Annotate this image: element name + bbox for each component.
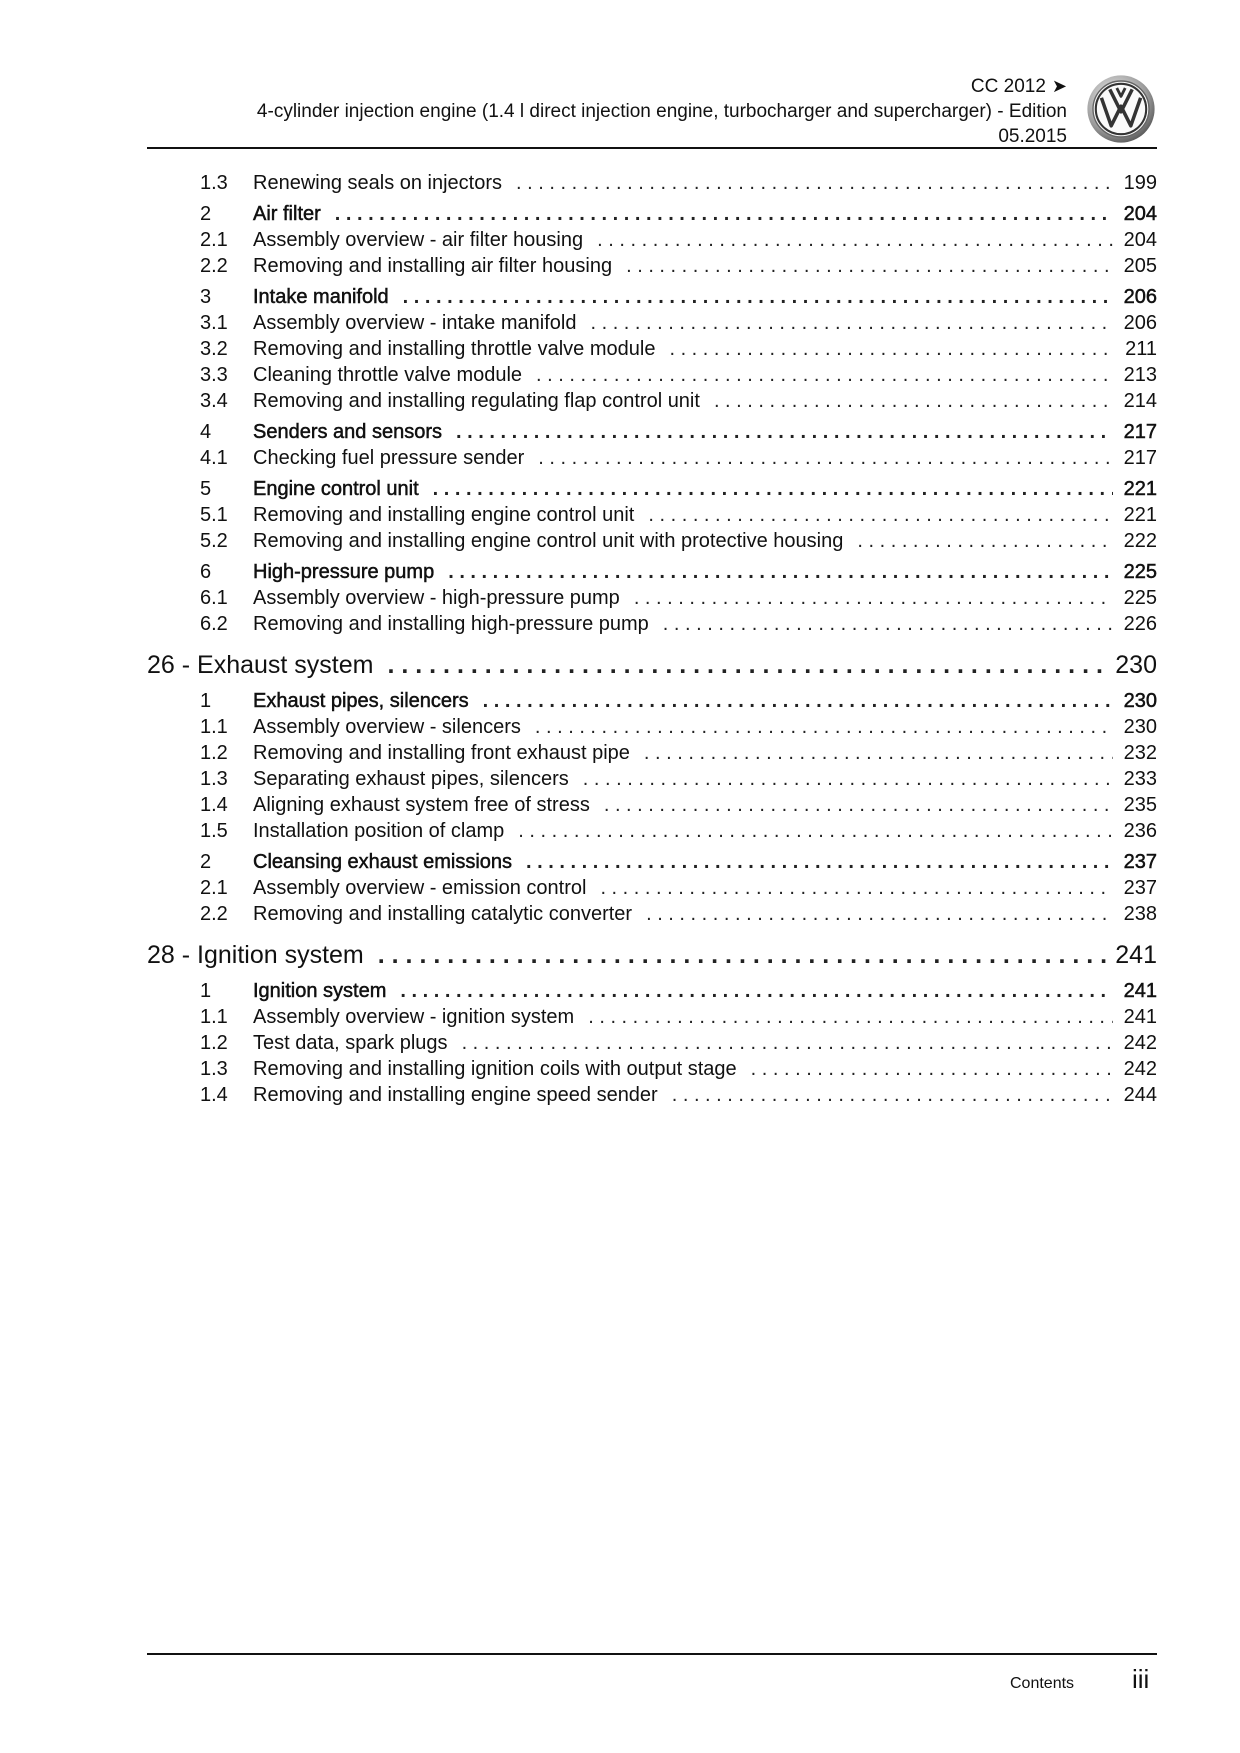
toc-entry-title: Assembly overview - air filter housing [253,229,584,251]
toc-row[interactable] [147,447,1157,473]
toc-row[interactable] [147,338,1157,364]
toc-dot-leader [400,980,1113,1003]
table-of-contents [147,172,1157,1110]
toc-row[interactable] [147,1032,1157,1058]
toc-entry-page: 214 [1123,390,1157,412]
toc-entry-page: 225 [1123,561,1157,583]
toc-dot-leader [626,255,1113,278]
toc-entry-title: Test data, spark plugs [253,1032,448,1054]
toc-entry-page: 217 [1123,447,1157,469]
toc-entry-number: 2 [200,203,212,225]
toc-entry-number: 1.3 [200,768,228,790]
toc-row[interactable] [147,794,1157,820]
toc-entry-title: Exhaust pipes, silencers [253,690,469,712]
toc-entry-page: 213 [1123,364,1157,386]
toc-entry-page: 242 [1123,1032,1157,1054]
footer-label: Contents [1010,1675,1075,1692]
toc-entry-number: 5.1 [200,504,228,526]
toc-entry-page: 232 [1123,742,1157,764]
toc-entry-page: 230 [1123,690,1157,712]
toc-dot-leader [714,390,1113,413]
toc-dot-leader [634,587,1113,610]
toc-row[interactable] [147,172,1157,198]
toc-dot-leader [538,447,1113,470]
header-model [147,74,1067,99]
arrow-right-icon: ➤ [1051,76,1067,96]
toc-row[interactable] [147,364,1157,390]
toc-dot-leader [597,229,1113,252]
toc-dot-leader [590,312,1113,335]
toc-dot-leader [644,742,1113,765]
toc-entry-title: Removing and installing catalytic converter [253,903,633,925]
toc-entry-page: 206 [1123,286,1157,308]
toc-entry-number: 6 [200,561,212,583]
toc-row[interactable] [147,768,1157,794]
toc-dot-leader [516,172,1113,195]
toc-entry-page: 237 [1123,851,1157,873]
toc-entry-title: Removing and installing engine control unit with protective housing [253,530,844,552]
toc-entry-title: Assembly overview - high-pressure pump [253,587,620,609]
toc-entry-number: 2.2 [200,255,228,277]
toc-dot-leader [433,478,1113,501]
toc-entry-page: 238 [1123,903,1157,925]
toc-row[interactable] [147,203,1157,229]
toc-dot-leader [335,203,1113,226]
vw-logo-icon [1086,74,1156,144]
toc-entry-number: 5 [200,478,212,500]
toc-entry-number: 2.1 [200,877,228,899]
page-header [147,74,1067,149]
toc-row[interactable] [147,1058,1157,1084]
toc-entry-title: Assembly overview - emission control [253,877,587,899]
toc-entry-page: 236 [1123,820,1157,842]
toc-entry-title: 28 - Ignition system [147,941,364,969]
toc-entry-number: 1.1 [200,716,228,738]
toc-entry-number: 1.5 [200,820,228,842]
header-model-text: CC 2012 [970,76,1046,97]
toc-entry-page: 204 [1123,203,1157,225]
toc-entry-page: 230 [1115,651,1157,679]
toc-entry-title: Removing and installing high-pressure pump [253,613,649,635]
toc-entry-page: 230 [1123,716,1157,738]
toc-entry-number: 1.3 [200,172,228,194]
toc-dot-leader [378,941,1112,970]
toc-entry-number: 3.1 [200,312,228,334]
toc-dot-leader [669,338,1113,361]
toc-entry-number: 3.3 [200,364,228,386]
footer-page-number: iii [1132,1664,1150,1694]
toc-entry-page: 205 [1123,255,1157,277]
toc-entry-page: 233 [1123,768,1157,790]
toc-dot-leader [448,561,1113,584]
toc-entry-title: Renewing seals on injectors [253,172,503,194]
toc-dot-leader [387,651,1111,680]
toc-row[interactable] [147,504,1157,530]
toc-dot-leader [672,1084,1113,1107]
toc-entry-title: Removing and installing engine speed sender [253,1084,658,1106]
toc-entry-page: 241 [1123,980,1157,1002]
toc-dot-leader [518,820,1113,843]
toc-entry-number: 1.1 [200,1006,228,1028]
toc-row[interactable] [147,716,1157,742]
toc-row[interactable] [147,390,1157,416]
toc-row[interactable] [147,286,1157,312]
toc-entry-title: Assembly overview - silencers [253,716,521,738]
toc-entry-title: High-pressure pump [253,561,435,583]
toc-dot-leader [648,504,1113,527]
footer-divider [147,1653,1157,1655]
toc-entry-number: 5.2 [200,530,228,552]
toc-dot-leader [403,286,1113,309]
toc-row[interactable] [147,820,1157,846]
toc-entry-title: Aligning exhaust system free of stress [253,794,590,816]
toc-dot-leader [456,421,1113,444]
toc-entry-page: 241 [1115,941,1157,969]
toc-entry-page: 217 [1123,421,1157,443]
toc-entry-page: 226 [1123,613,1157,635]
toc-entry-title: Engine control unit [253,478,419,500]
toc-entry-title: Assembly overview - ignition system [253,1006,575,1028]
toc-entry-page: 206 [1123,312,1157,334]
toc-row[interactable] [147,690,1157,716]
toc-dot-leader [583,768,1113,791]
toc-entry-number: 1.2 [200,1032,228,1054]
toc-dot-leader [526,851,1113,874]
toc-row[interactable] [147,851,1157,877]
toc-row[interactable] [147,1006,1157,1032]
toc-entry-page: 199 [1123,172,1157,194]
toc-entry-page: 244 [1123,1084,1157,1106]
toc-row[interactable] [147,478,1157,504]
toc-entry-page: 237 [1123,877,1157,899]
toc-dot-leader [462,1032,1113,1055]
toc-entry-page: 225 [1123,587,1157,609]
toc-entry-title: Cleansing exhaust emissions [253,851,513,873]
toc-row[interactable] [147,742,1157,768]
toc-entry-title: Removing and installing ignition coils with output stage [253,1058,737,1080]
toc-row[interactable] [147,903,1157,929]
toc-entry-page: 241 [1123,1006,1157,1028]
toc-entry-title: Cleaning throttle valve module [253,364,523,386]
toc-entry-number: 4.1 [200,447,228,469]
toc-row[interactable] [147,561,1157,587]
toc-chapter-row[interactable] [147,941,1157,975]
toc-entry-number: 4 [200,421,212,443]
header-divider [147,147,1157,149]
toc-entry-number: 1.3 [200,1058,228,1080]
toc-row[interactable] [147,421,1157,447]
toc-row[interactable] [147,613,1157,639]
toc-entry-title: 26 - Exhaust system [147,651,374,679]
toc-entry-title: Removing and installing front exhaust pipe [253,742,630,764]
toc-entry-title: Senders and sensors [253,421,443,443]
toc-entry-title: Ignition system [253,980,387,1002]
toc-entry-page: 222 [1123,530,1157,552]
toc-row[interactable] [147,587,1157,613]
toc-row[interactable] [147,980,1157,1006]
toc-row[interactable] [147,255,1157,281]
toc-entry-number: 3.2 [200,338,228,360]
toc-dot-leader [536,364,1113,387]
toc-row[interactable] [147,1084,1157,1110]
toc-entry-title: Removing and installing regulating flap control unit [253,390,700,412]
toc-dot-leader [604,794,1113,817]
toc-entry-page: 221 [1123,504,1157,526]
toc-entry-title: Checking fuel pressure sender [253,447,525,469]
toc-entry-title: Assembly overview - intake manifold [253,312,577,334]
toc-dot-leader [483,690,1113,713]
toc-entry-page: 221 [1123,478,1157,500]
toc-entry-page: 204 [1123,229,1157,251]
toc-entry-title: Separating exhaust pipes, silencers [253,768,569,790]
toc-entry-title: Air filter [253,203,321,225]
header-engine: 4-cylinder injection engine (1.4 l direct injection engine, turbocharger and supercharger) - Edition [256,101,1067,122]
header-edition: 05.2015 [998,126,1067,147]
toc-entry-number: 1.2 [200,742,228,764]
toc-chapter-row[interactable] [147,651,1157,685]
toc-row[interactable] [147,530,1157,556]
toc-entry-page: 211 [1125,338,1157,360]
toc-dot-leader [857,530,1113,553]
toc-row[interactable] [147,312,1157,338]
toc-entry-title: Intake manifold [253,286,389,308]
toc-row[interactable] [147,229,1157,255]
toc-dot-leader [646,903,1113,926]
toc-entry-title: Removing and installing engine control unit [253,504,635,526]
toc-row[interactable] [147,877,1157,903]
toc-entry-page: 242 [1123,1058,1157,1080]
toc-entry-number: 3 [200,286,212,308]
toc-entry-title: Removing and installing air filter housing [253,255,613,277]
toc-entry-number: 6.1 [200,587,228,609]
toc-entry-number: 3.4 [200,390,228,412]
toc-entry-page: 235 [1123,794,1157,816]
toc-dot-leader [663,613,1113,636]
toc-entry-title: Installation position of clamp [253,820,505,842]
toc-entry-number: 1.4 [200,1084,228,1106]
toc-entry-number: 1.4 [200,794,228,816]
toc-entry-number: 2.2 [200,903,228,925]
toc-entry-number: 1 [200,980,212,1002]
toc-dot-leader [588,1006,1113,1029]
toc-entry-number: 6.2 [200,613,228,635]
toc-entry-number: 2.1 [200,229,228,251]
toc-dot-leader [535,716,1113,739]
toc-dot-leader [600,877,1113,900]
toc-entry-number: 2 [200,851,212,873]
toc-entry-title: Removing and installing throttle valve module [253,338,656,360]
toc-entry-number: 1 [200,690,212,712]
toc-dot-leader [751,1058,1113,1081]
